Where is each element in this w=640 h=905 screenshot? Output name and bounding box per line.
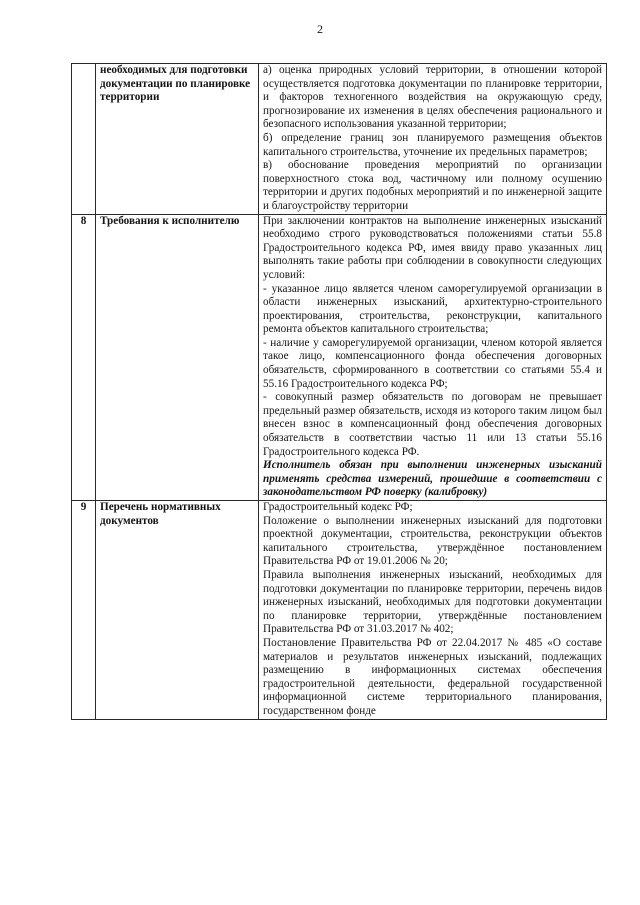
emphasis-paragraph: Исполнитель обязан при выполнении инженерных изысканий применять средства измерений, прошедшие в соответствии с законодательством РФ поверку (калибровку) <box>263 459 602 499</box>
row-number: 9 <box>72 501 96 720</box>
row-number: 8 <box>72 214 96 500</box>
paragraph: Положение о выполнении инженерных изысканий для подготовки проектной документации, строительства, реконструкции объектов капитального строительства, утверждённое постановлением Правительства РФ от 19.01.2006 № 20; <box>263 514 602 568</box>
paragraph: - совокупный размер обязательств по договорам не превышает предельный размер обязательств, исходя из которого таким лицом был внесен взнос в компенсационный фонд обеспечения договорных обязательств в соответствии частью 11 или 13 статьи 55.16 Градостроительного кодекса РФ. <box>263 391 602 458</box>
paragraph: а) оценка природных условий территории, в отношении которой осуществляется подготовка документации по планировке территории, и факторов техногенного воздействия на окружающую среду, прогнозирование их изменения в целях обеспечения рационального и безопасного использования указанной территории; <box>263 64 602 131</box>
row-description <box>259 64 607 215</box>
row-number <box>72 64 96 215</box>
table-row <box>72 214 607 500</box>
row-title: Требования к исполнителю <box>96 214 259 500</box>
row-description <box>259 501 607 720</box>
paragraph: При заключении контрактов на выполнение инженерных изысканий необходимо строго руководствоваться положениями статьи 55.8 Градостроительного кодекса РФ, имея ввиду право указанных лиц выполнять такие работы при соблюдении в совокупности следующих условий: <box>263 214 602 281</box>
table-row <box>72 64 607 215</box>
table-row <box>72 501 607 720</box>
row-title: необходимых для подготовки документации по планировке территории <box>96 64 259 215</box>
paragraph: - указанное лицо является членом саморегулируемой организации в области инженерных изысканий, архитектурно-строительного проектирования, строительства, реконструкции, капитального ремонта объектов капитального строительства; <box>263 282 602 336</box>
paragraph: Постановление Правительства РФ от 22.04.2017 № 485 «О составе материалов и результатов инженерных изысканий, подлежащих размещению в информационных системах обеспечения градостроительной деятельности, федеральной государственной информационной системе территориального планирования, государственном фонде <box>263 636 602 717</box>
row-title: Перечень нормативных документов <box>96 501 259 720</box>
paragraph: в) обоснование проведения мероприятий по организации поверхностного стока вод, частичному или полному осушению территории и других подобных мероприятий и по инженерной защите и благоустройству территории <box>263 159 602 212</box>
paragraph: Правила выполнения инженерных изысканий, необходимых для подготовки документации по планировке территории, перечень видов инженерных изысканий, необходимых для подготовки документации по планировке территории, утверждённые постановлением Правительства РФ от 31.03.2017 № 402; <box>263 568 602 636</box>
requirements-table <box>71 63 607 720</box>
page-number: 2 <box>317 22 323 36</box>
row-description <box>259 214 607 500</box>
paragraph: - наличие у саморегулируемой организации, членом которой является такое лицо, компенсационного фонда обеспечения договорных обязательств, сформированного в соответствии со статьями 55.4 и 55.16 Градостроительного кодекса РФ; <box>263 336 602 390</box>
paragraph: б) определение границ зон планируемого размещения объектов капитального строительства, уточнение их предельных параметров; <box>263 131 602 158</box>
paragraph: Градостроительный кодекс РФ; <box>263 501 413 513</box>
